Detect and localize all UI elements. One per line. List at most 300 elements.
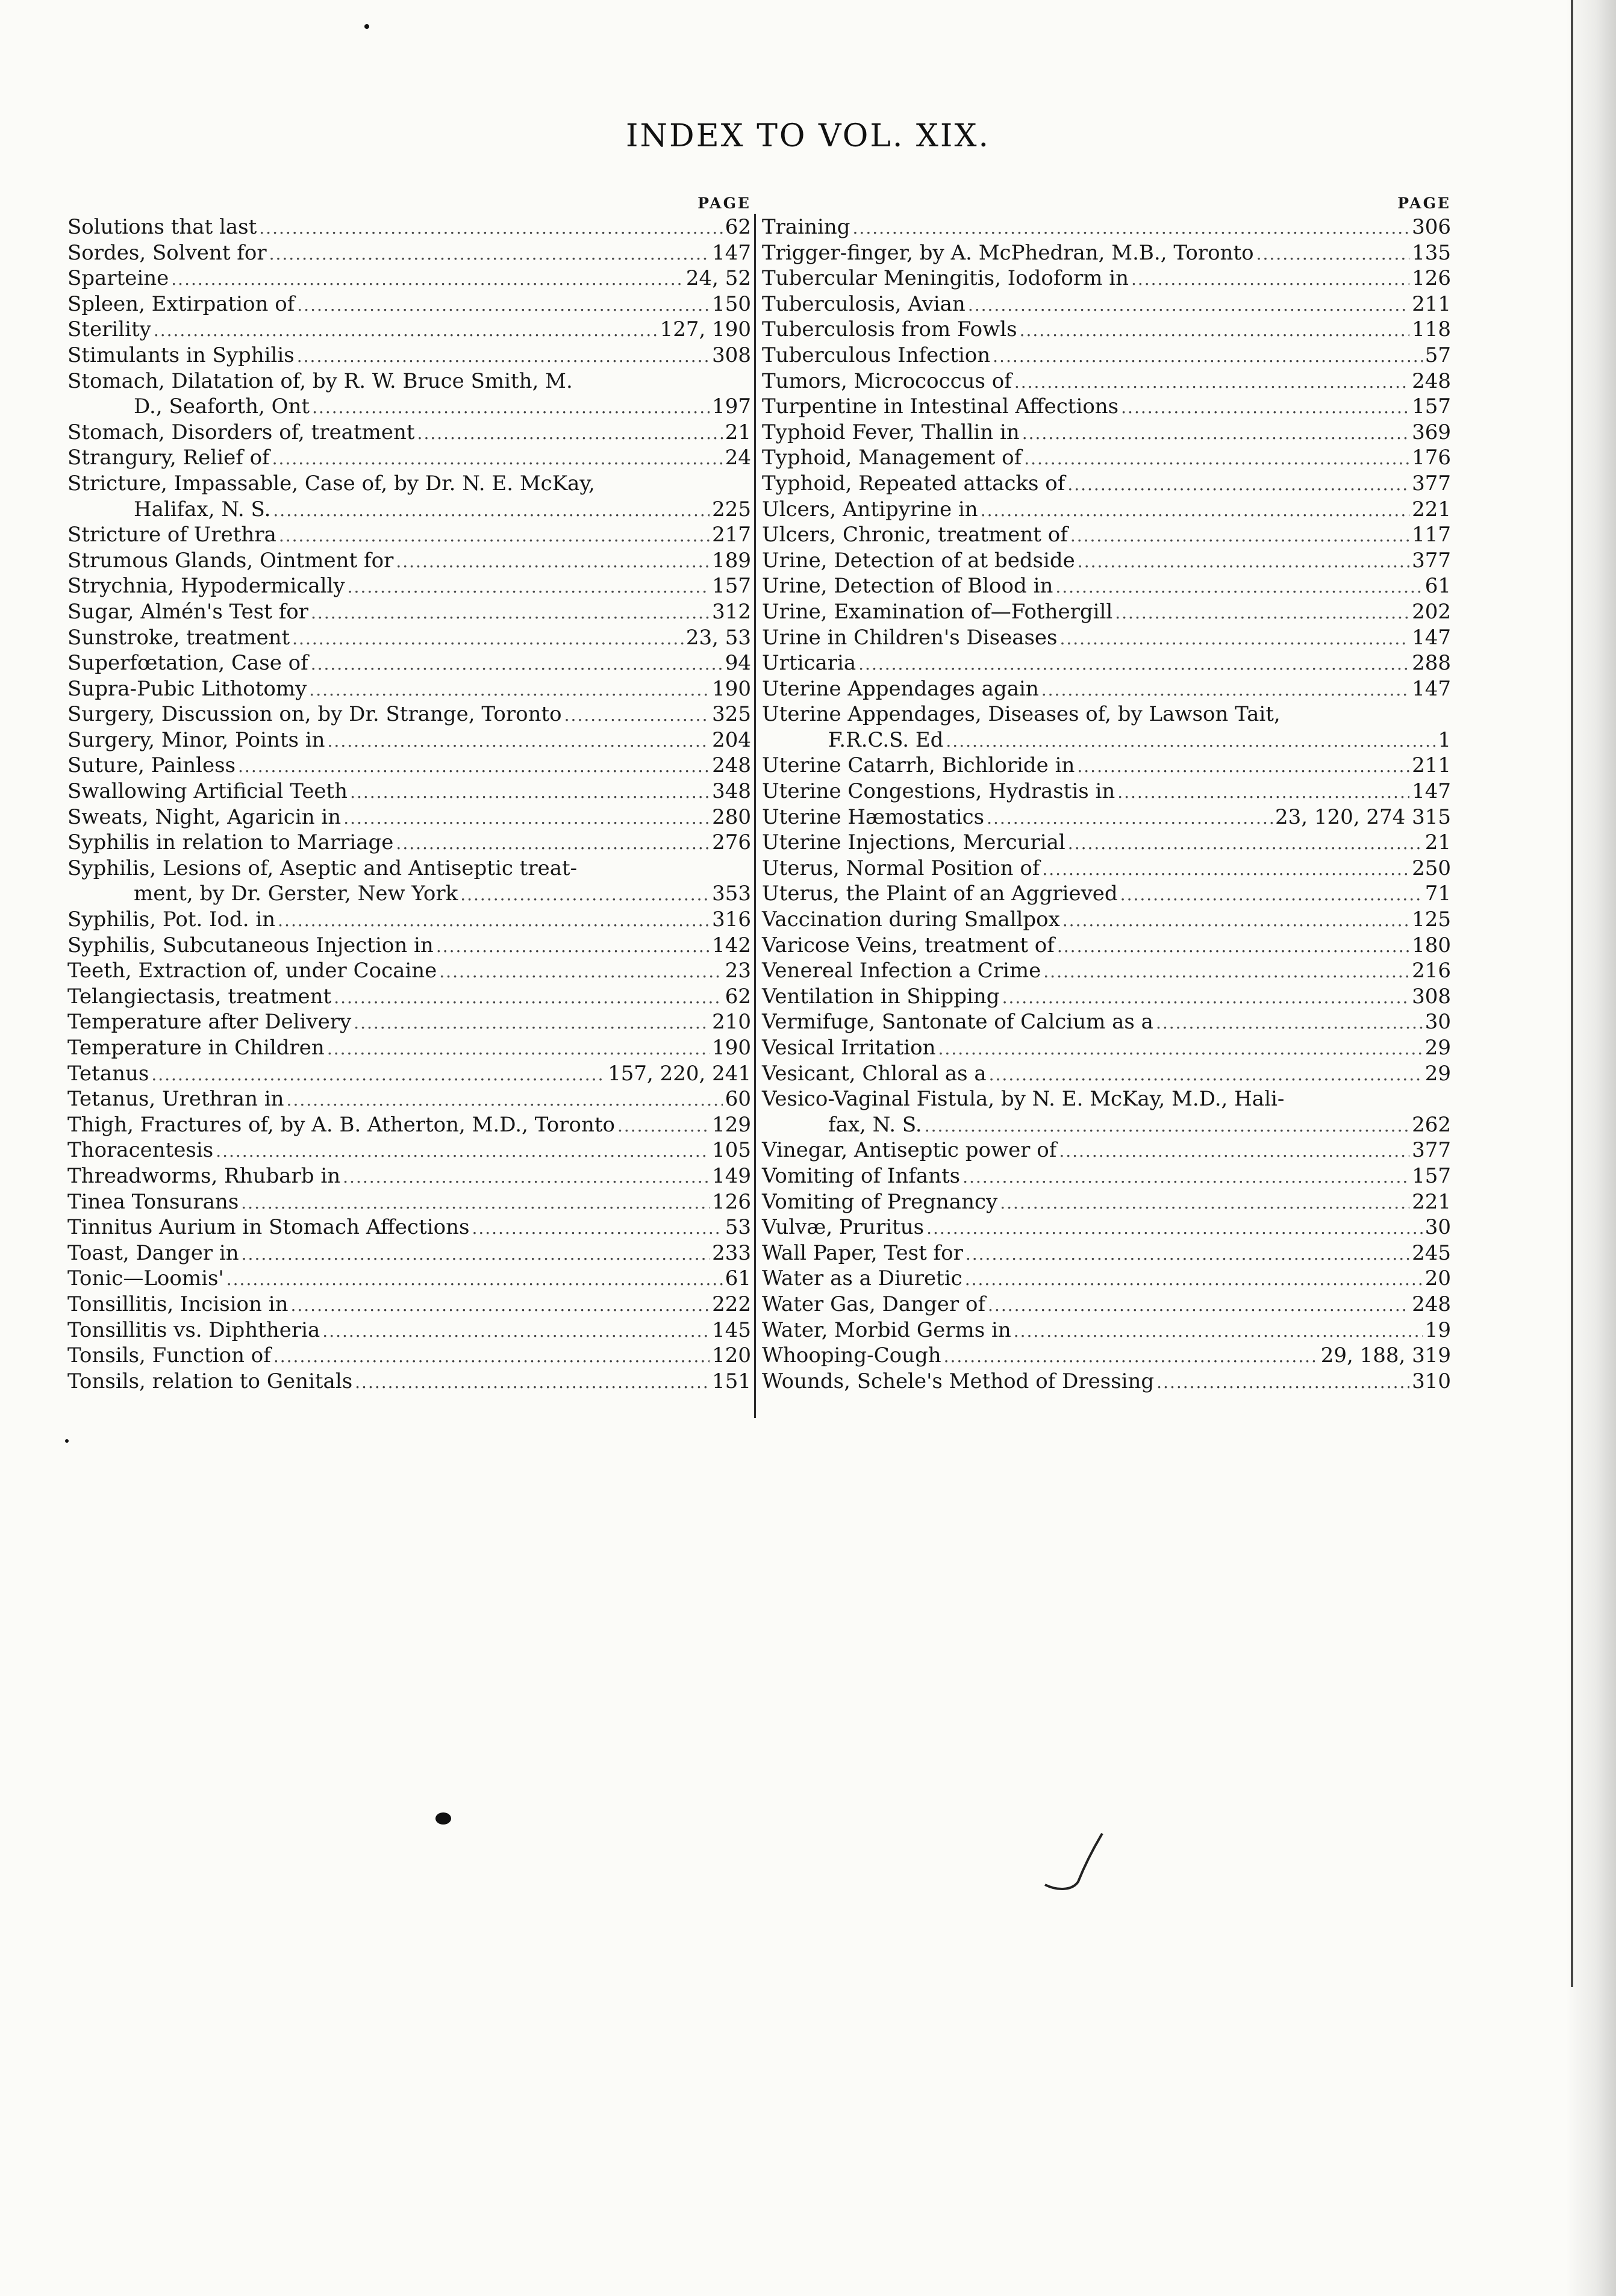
pen-mark: [1042, 1831, 1108, 1897]
entry-text: Vomiting of Pregnancy: [762, 1189, 998, 1214]
entry-page: 190: [712, 1036, 751, 1060]
dot-leader: [1059, 626, 1409, 652]
index-entry: [762, 1061, 1451, 1087]
index-entry: [762, 702, 1451, 727]
dot-leader: [1014, 370, 1409, 396]
index-entry: [67, 240, 751, 266]
dot-leader: [564, 703, 710, 729]
dot-leader: [312, 395, 710, 421]
dot-leader: [1077, 754, 1409, 780]
entry-page: 306: [1412, 215, 1451, 239]
dot-leader: [226, 1267, 723, 1293]
index-entry: [762, 214, 1451, 240]
index-entry: [762, 907, 1451, 933]
entry-page: 150: [712, 291, 751, 316]
entry-text: Spleen, Extirpation of: [67, 291, 295, 316]
entry-text: Venereal Infection a Crime: [762, 959, 1041, 983]
index-entry: [762, 1215, 1451, 1240]
dot-leader: [279, 523, 710, 549]
dot-leader: [259, 216, 722, 241]
dot-leader: [287, 1087, 723, 1113]
index-entry: [67, 958, 751, 984]
index-entry: [762, 625, 1451, 651]
dot-leader: [436, 934, 710, 960]
index-entry: [762, 1035, 1451, 1061]
dot-leader: [241, 1190, 710, 1216]
dot-leader: [327, 1036, 710, 1062]
dot-leader: [297, 293, 710, 319]
entry-text: Tuberculous Infection: [762, 343, 991, 367]
entry-text: Vaccination during Smallpox: [762, 907, 1060, 932]
index-entry: [762, 881, 1451, 907]
entry-page: 316: [712, 907, 751, 932]
index-entry: [762, 548, 1451, 574]
entry-text: Halifax, N. S.: [134, 497, 271, 521]
entry-text: Vesico-Vaginal Fistula, by N. E. McKay, M.D., Hali-: [762, 1087, 1285, 1112]
entry-page: 126: [1412, 266, 1451, 291]
entry-text: Tetanus: [67, 1061, 149, 1086]
index-entry: [67, 1137, 751, 1163]
entry-page: 62: [725, 215, 751, 239]
entry-page: 210: [712, 1010, 751, 1034]
index-entry: [67, 266, 751, 291]
entry-page: 29, 188, 319: [1320, 1343, 1451, 1368]
index-column-left: [67, 193, 751, 1394]
entry-page: 53: [725, 1215, 751, 1240]
dot-leader: [1120, 882, 1423, 908]
entry-page: 180: [1412, 933, 1451, 957]
index-entry: [762, 1318, 1451, 1343]
dot-leader: [1068, 831, 1423, 857]
dot-leader: [472, 1216, 722, 1242]
entry-page: 30: [1424, 1215, 1451, 1240]
dot-leader: [944, 1344, 1318, 1370]
dot-leader: [1022, 421, 1409, 447]
index-entry: [67, 573, 751, 599]
entry-text: Typhoid Fever, Thallin in: [762, 420, 1020, 444]
entry-page: 142: [712, 933, 751, 957]
index-entry: [67, 445, 751, 471]
entry-text: Sugar, Almén's Test for: [67, 599, 309, 624]
dot-leader: [460, 882, 710, 908]
index-entry: [762, 497, 1451, 523]
index-entry: [67, 291, 751, 317]
entry-page: 233: [712, 1240, 751, 1265]
index-entry: [762, 727, 1451, 753]
index-entry: [67, 984, 751, 1010]
dot-leader: [328, 729, 710, 754]
dot-leader: [1062, 908, 1409, 934]
entry-text: Turpentine in Intestinal Affections: [762, 394, 1119, 419]
entry-page: 147: [1412, 625, 1451, 650]
dot-leader: [993, 344, 1423, 370]
entry-page: 222: [712, 1292, 751, 1316]
entry-page: 157: [1412, 394, 1451, 419]
dot-leader: [396, 549, 710, 575]
entry-text: Vesical Irritation: [762, 1036, 936, 1060]
index-entry: [762, 830, 1451, 856]
index-entry: [67, 830, 751, 856]
entry-page: 348: [712, 779, 751, 804]
entry-text: Uterine Hæmostatics: [762, 804, 985, 829]
entry-text: Stomach, Dilatation of, by R. W. Bruce Smith, M.: [67, 369, 573, 393]
dot-leader: [938, 1036, 1423, 1062]
dot-leader: [278, 908, 710, 934]
entry-text: Thigh, Fractures of, by A. B. Atherton, M.D., Toronto: [67, 1112, 615, 1137]
dot-leader: [355, 1370, 710, 1396]
index-entry: [67, 522, 751, 548]
dot-leader: [1057, 934, 1409, 960]
index-entry: [67, 702, 751, 727]
dot-leader: [242, 1242, 710, 1268]
index-entry: [67, 394, 751, 420]
dot-leader: [1014, 1319, 1423, 1345]
dot-leader: [290, 1293, 710, 1319]
entry-page: 250: [1412, 856, 1451, 880]
entry-page: 127, 190: [660, 317, 751, 342]
dot-leader: [269, 241, 710, 267]
entry-page: 276: [712, 830, 751, 855]
dot-leader: [343, 1165, 710, 1190]
entry-page: 325: [712, 702, 751, 727]
entry-page: 62: [725, 984, 751, 1009]
index-entry: [67, 1266, 751, 1292]
dot-leader: [1078, 549, 1409, 575]
index-entry: [762, 1189, 1451, 1215]
dot-leader: [1070, 523, 1409, 549]
dot-leader: [617, 1113, 710, 1139]
entry-page: 245: [1412, 1240, 1451, 1265]
dot-leader: [966, 1242, 1409, 1268]
ink-speck: [435, 1812, 451, 1825]
entry-text: Thoracentesis: [67, 1138, 214, 1163]
entry-text: Supra-Pubic Lithotomy: [67, 676, 307, 701]
index-entry: [67, 753, 751, 779]
entry-text: Sweats, Night, Agaricin in: [67, 804, 342, 829]
entry-text: Uterine Appendages, Diseases of, by Lawson Tait,: [762, 702, 1281, 727]
index-entry: [762, 471, 1451, 497]
entry-page: 197: [712, 394, 751, 419]
entry-page: 61: [1424, 574, 1451, 599]
entry-text: Tinea Tonsurans: [67, 1189, 239, 1214]
entry-page: 262: [1412, 1112, 1451, 1137]
entry-text: Tonic—Loomis': [67, 1266, 224, 1291]
entry-page: 190: [712, 676, 751, 701]
entry-page: 151: [712, 1369, 751, 1393]
entry-text: Tubercular Meningitis, Iodoform in: [762, 266, 1129, 291]
entry-text: Wall Paper, Test for: [762, 1240, 963, 1265]
entry-text: Tonsillitis vs. Diphtheria: [67, 1318, 320, 1342]
entry-text: Vinegar, Antiseptic power of: [762, 1138, 1057, 1163]
index-entry: [762, 1137, 1451, 1163]
entry-text: Solutions that last: [67, 215, 257, 239]
index-entry: [67, 343, 751, 369]
entry-page: 377: [1412, 471, 1451, 496]
dot-leader: [1256, 241, 1410, 267]
entry-page: 118: [1412, 317, 1451, 342]
index-entry: [762, 984, 1451, 1010]
dot-leader: [273, 1344, 710, 1370]
dot-leader: [311, 600, 710, 626]
entry-text: Uterine Catarrh, Bichloride in: [762, 753, 1075, 778]
dot-leader: [965, 1267, 1423, 1293]
dot-leader: [968, 293, 1409, 319]
entry-text: Vermifuge, Santonate of Calcium as a: [762, 1010, 1153, 1034]
index-entry: [762, 445, 1451, 471]
entry-page: 211: [1412, 291, 1451, 316]
entry-page: 157: [1412, 1163, 1451, 1188]
index-entry: [67, 471, 751, 497]
entry-text: Typhoid, Management of: [762, 446, 1022, 470]
entry-text: Syphilis in relation to Marriage: [67, 830, 394, 855]
entry-text: Stomach, Disorders of, treatment: [67, 420, 415, 444]
dot-leader: [1115, 600, 1409, 626]
scanned-page-edge: [1566, 0, 1616, 2296]
entry-text: Superfœtation, Case of: [67, 651, 308, 676]
entry-text: Stricture of Urethra: [67, 523, 276, 547]
dot-leader: [343, 806, 710, 832]
entry-text: Ventilation in Shipping: [762, 984, 1000, 1009]
entry-text: Typhoid, Repeated attacks of: [762, 471, 1065, 496]
entry-text: Uterus, Normal Position of: [762, 856, 1040, 880]
index-entry: [67, 804, 751, 830]
index-entry: [67, 317, 751, 343]
entry-page: 369: [1412, 420, 1451, 444]
entry-text: Stricture, Impassable, Case of, by Dr. N. E. McKay,: [67, 471, 595, 496]
dot-leader: [292, 626, 684, 652]
entry-text: Sterility: [67, 317, 151, 342]
dot-leader: [925, 1113, 1409, 1139]
dot-leader: [1055, 574, 1422, 600]
entry-page: 189: [712, 548, 751, 573]
entry-text: Urticaria: [762, 651, 856, 676]
entry-text: Surgery, Minor, Points in: [67, 727, 325, 752]
entry-page: 149: [712, 1163, 751, 1188]
entry-page: 308: [712, 343, 751, 367]
dot-leader: [1067, 472, 1409, 498]
entry-text: Training: [762, 215, 850, 239]
dot-leader: [987, 806, 1273, 832]
index-entry: [762, 933, 1451, 959]
entry-page: 126: [712, 1189, 751, 1214]
entry-page: 147: [712, 240, 751, 265]
entry-text: Ulcers, Chronic, treatment of: [762, 523, 1068, 547]
entry-text: Whooping-Cough: [762, 1343, 941, 1368]
entry-page: 221: [1412, 497, 1451, 521]
index-entry: [67, 1369, 751, 1395]
entry-page: 157, 220, 241: [608, 1061, 751, 1086]
dot-leader: [926, 1216, 1423, 1242]
entry-page: 117: [1412, 523, 1451, 547]
dot-leader: [1121, 395, 1409, 421]
entry-text: Tinnitus Aurium in Stomach Affections: [67, 1215, 470, 1240]
entry-text: Stimulants in Syphilis: [67, 343, 295, 367]
dot-leader: [1043, 959, 1409, 985]
dot-leader: [981, 498, 1409, 524]
entry-text: Surgery, Discussion on, by Dr. Strange, Toronto: [67, 702, 562, 727]
dot-leader: [311, 652, 723, 677]
index-entry: [762, 1292, 1451, 1318]
entry-page: 280: [712, 804, 751, 829]
entry-text: Syphilis, Subcutaneous Injection in: [67, 933, 434, 957]
index-entry: [762, 856, 1451, 882]
entry-text: Threadworms, Rhubarb in: [67, 1163, 341, 1188]
dot-leader: [439, 959, 722, 985]
entry-text: Tuberculosis from Fowls: [762, 317, 1017, 342]
entry-text: Tonsils, relation to Genitals: [67, 1369, 353, 1393]
index-entry: [67, 1163, 751, 1189]
index-entry: [762, 369, 1451, 394]
dot-leader: [151, 1062, 605, 1088]
index-entry: [67, 599, 751, 625]
entry-text: Strangury, Relief of: [67, 446, 270, 470]
index-entry: [762, 317, 1451, 343]
entry-page: 353: [712, 882, 751, 906]
dot-leader: [1024, 446, 1409, 472]
entry-text: Uterus, the Plaint of an Aggrieved: [762, 882, 1118, 906]
page-column-header: PAGE: [1397, 194, 1451, 212]
dot-leader: [322, 1319, 710, 1345]
ink-speck: [65, 1439, 69, 1443]
index-entry: [762, 650, 1451, 676]
dot-leader: [1000, 1190, 1409, 1216]
entry-page: 135: [1412, 240, 1451, 265]
entry-page: 30: [1424, 1010, 1451, 1034]
entry-page: 147: [1412, 779, 1451, 804]
dot-leader: [396, 831, 710, 857]
entry-text: Suture, Painless: [67, 753, 236, 778]
index-entry: [67, 1035, 751, 1061]
entry-text: Sunstroke, treatment: [67, 625, 290, 650]
index-entry: [67, 548, 751, 574]
entry-page: 129: [712, 1112, 751, 1137]
index-entry: [67, 369, 751, 394]
index-entry: [762, 420, 1451, 446]
index-entry: [762, 1343, 1451, 1369]
index-entry: [67, 881, 751, 907]
index-entry: [67, 497, 751, 523]
entry-text: Syphilis, Lesions of, Aseptic and Antiseptic treat-: [67, 856, 578, 880]
entry-page: 24, 52: [685, 266, 751, 291]
entry-text: Sparteine: [67, 266, 169, 291]
dot-leader: [989, 1062, 1423, 1088]
entry-page: 21: [725, 420, 751, 444]
entry-text: F.R.C.S. Ed: [828, 727, 944, 752]
entry-text: Telangiectasis, treatment: [67, 984, 332, 1009]
index-column-right: [762, 193, 1451, 1394]
entry-page: 105: [712, 1138, 751, 1163]
entry-text: Temperature after Delivery: [67, 1010, 352, 1034]
entry-text: Temperature in Children: [67, 1036, 325, 1060]
entry-text: Tonsils, Function of: [67, 1343, 271, 1368]
ink-speck: [364, 24, 369, 29]
index-entry: [762, 779, 1451, 804]
entry-text: Toast, Danger in: [67, 1240, 239, 1265]
dot-leader: [1117, 780, 1409, 806]
entry-page: 216: [1412, 959, 1451, 983]
index-entry: [762, 1163, 1451, 1189]
entry-page: 202: [1412, 599, 1451, 624]
entry-text: D., Seaforth, Ont: [134, 394, 310, 419]
entry-page: 225: [712, 497, 751, 521]
entry-page: 248: [1412, 1292, 1451, 1316]
dot-leader: [1059, 1139, 1409, 1165]
index-entry: [67, 1189, 751, 1215]
index-entry: [762, 599, 1451, 625]
index-entry: [762, 1369, 1451, 1395]
index-entry: [67, 1318, 751, 1343]
index-entry: [762, 1240, 1451, 1266]
entry-text: Tuberculosis, Avian: [762, 291, 966, 316]
column-divider: [754, 214, 756, 1418]
entry-page: 288: [1412, 651, 1451, 676]
index-entry: [762, 394, 1451, 420]
index-entry: [67, 727, 751, 753]
entry-text: Uterine Congestions, Hydrastis in: [762, 779, 1115, 804]
index-entry: [67, 1086, 751, 1112]
dot-leader: [348, 574, 710, 600]
entry-text: Water Gas, Danger of: [762, 1292, 986, 1316]
index-entry: [762, 804, 1451, 830]
index-entry: [762, 676, 1451, 702]
index-entry: [762, 1086, 1451, 1112]
index-entry: [762, 958, 1451, 984]
entry-text: Strychnia, Hypodermically: [67, 574, 345, 599]
entry-text: Vulvæ, Pruritus: [762, 1215, 925, 1240]
entry-page: 221: [1412, 1189, 1451, 1214]
entry-text: Tumors, Micrococcus of: [762, 369, 1012, 393]
dot-leader: [272, 446, 723, 472]
index-entry: [762, 1112, 1451, 1138]
entry-text: fax, N. S.: [828, 1112, 922, 1137]
entry-text: Wounds, Schele's Method of Dressing: [762, 1369, 1155, 1393]
entry-text: Water, Morbid Germs in: [762, 1318, 1011, 1342]
entry-page: 377: [1412, 548, 1451, 573]
dot-leader: [216, 1139, 710, 1165]
entry-text: Urine, Detection of Blood in: [762, 574, 1053, 599]
dot-leader: [309, 677, 710, 703]
index-entry: [67, 856, 751, 882]
entry-text: Vomiting of Infants: [762, 1163, 961, 1188]
index-entry: [762, 1266, 1451, 1292]
entry-page: 23, 120, 274 315: [1275, 804, 1451, 829]
entry-page: 20: [1424, 1266, 1451, 1291]
dot-leader: [1042, 857, 1409, 883]
index-entry: [67, 650, 751, 676]
entry-text: Vesicant, Chloral as a: [762, 1061, 987, 1086]
entry-page: 204: [712, 727, 751, 752]
index-entry: [762, 291, 1451, 317]
dot-leader: [417, 421, 723, 447]
entry-page: 1: [1438, 727, 1451, 752]
entry-page: 308: [1412, 984, 1451, 1009]
entry-page: 125: [1412, 907, 1451, 932]
dot-leader: [1041, 677, 1409, 703]
entry-text: Uterine Appendages again: [762, 676, 1039, 701]
entry-page: 23: [725, 959, 751, 983]
index-entry: [762, 522, 1451, 548]
index-entry: [67, 779, 751, 804]
dot-leader: [171, 267, 684, 293]
entry-page: 21: [1424, 830, 1451, 855]
index-list-right: [762, 214, 1451, 1394]
entry-page: 60: [725, 1087, 751, 1112]
dot-leader: [988, 1293, 1409, 1319]
entry-text: ment, by Dr. Gerster, New York: [134, 882, 458, 906]
dot-leader: [154, 318, 658, 344]
index-entry: [67, 1009, 751, 1035]
entry-page: 377: [1412, 1138, 1451, 1163]
